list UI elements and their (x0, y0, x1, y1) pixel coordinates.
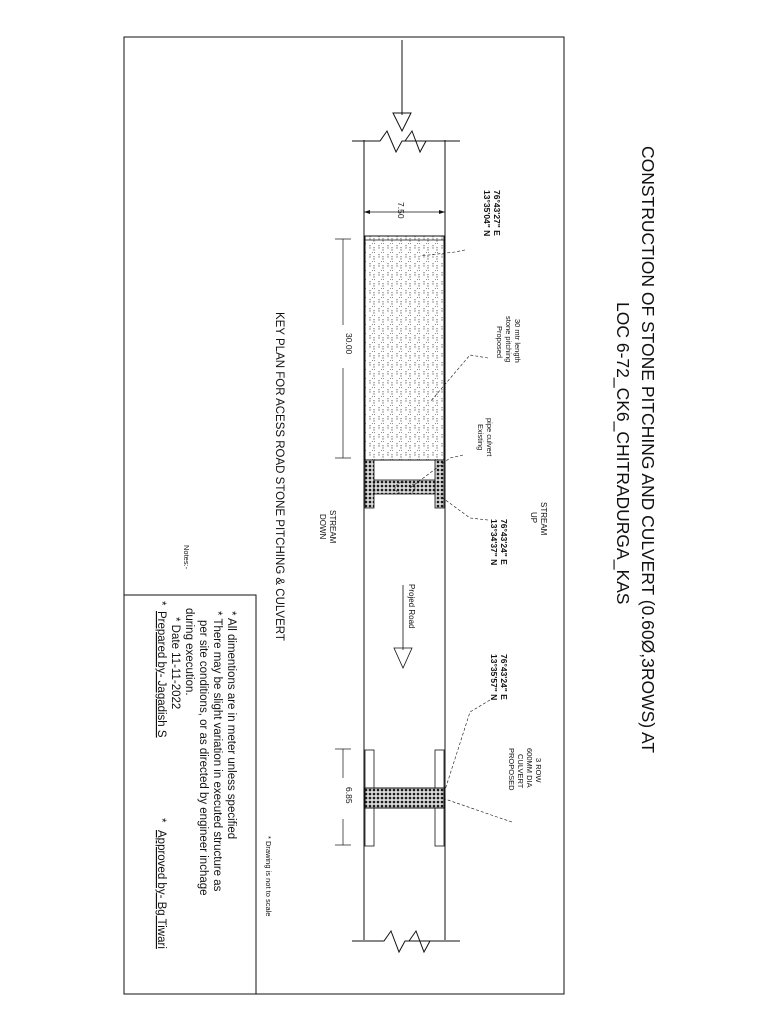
note-line-3: per site conditions, or as directed by engineer inchage (197, 620, 209, 896)
coordinate-3: 13°35'57" N76°43'24" E (489, 654, 509, 701)
down-stream-label: DOWNSTREAM (318, 510, 337, 544)
proposed-culvert-callout: PROPOSEDCULVERT600MM DIA3 ROW (507, 748, 543, 791)
coordinate-1: 13°35'04" N76°43'27" E (482, 190, 502, 237)
notes-list (169, 608, 237, 896)
note-line-1: * All dimentions are in meter unless specified (225, 611, 237, 840)
prepared-by: Prepared by- Jagadish S (155, 611, 167, 738)
title-line-2: LOC 6-72_CK6_CHITRADURGA_KAS (613, 302, 633, 605)
note-line-2: * There may be slight variation in executed structure as (211, 611, 223, 892)
pipe-culvert-callout: Existingpipe culvert (476, 418, 494, 457)
project-road-label: Projed Road (407, 584, 416, 629)
sheet-border (124, 37, 564, 994)
note-line-5: * Date 11-11-2022 (169, 617, 181, 710)
approved-by-marker: * (155, 818, 167, 823)
up-stream-label: UPSTREAM (529, 502, 548, 536)
proposed-culvert (365, 750, 444, 846)
coordinate-2: 13°34'37" N76°43'24" E (489, 519, 509, 566)
flow-arrow (393, 40, 411, 131)
dimension-width-label: 7.50 (396, 202, 406, 219)
dimension-culvert-label: 6.85 (344, 787, 354, 804)
title-line-1: CONSTRUCTION OF STONE PITCHING AND CULVERT (0.60Ø,3ROWS) AT (638, 146, 658, 754)
break-line-bottom (352, 931, 460, 952)
dimension-pitching-label: 30.00 (344, 333, 354, 355)
stone-pitching-area (365, 236, 444, 460)
break-line-top (352, 131, 460, 152)
existing-pipe-culvert (365, 460, 444, 508)
notes-label: Notes:- (182, 545, 191, 570)
approved-by: Approved by- Bg Tiwari (155, 830, 167, 949)
plan-heading: KEY PLAN FOR ACESS ROAD STONE PITCHING & CULVERT (273, 312, 285, 641)
stone-pitching-callout: Proposedstone pitching30 mtr length (495, 316, 522, 363)
note-line-4: during execution. (183, 608, 195, 696)
scale-note: * Drawing is not to scale (264, 836, 273, 917)
prepared-by-marker: * (155, 601, 167, 606)
